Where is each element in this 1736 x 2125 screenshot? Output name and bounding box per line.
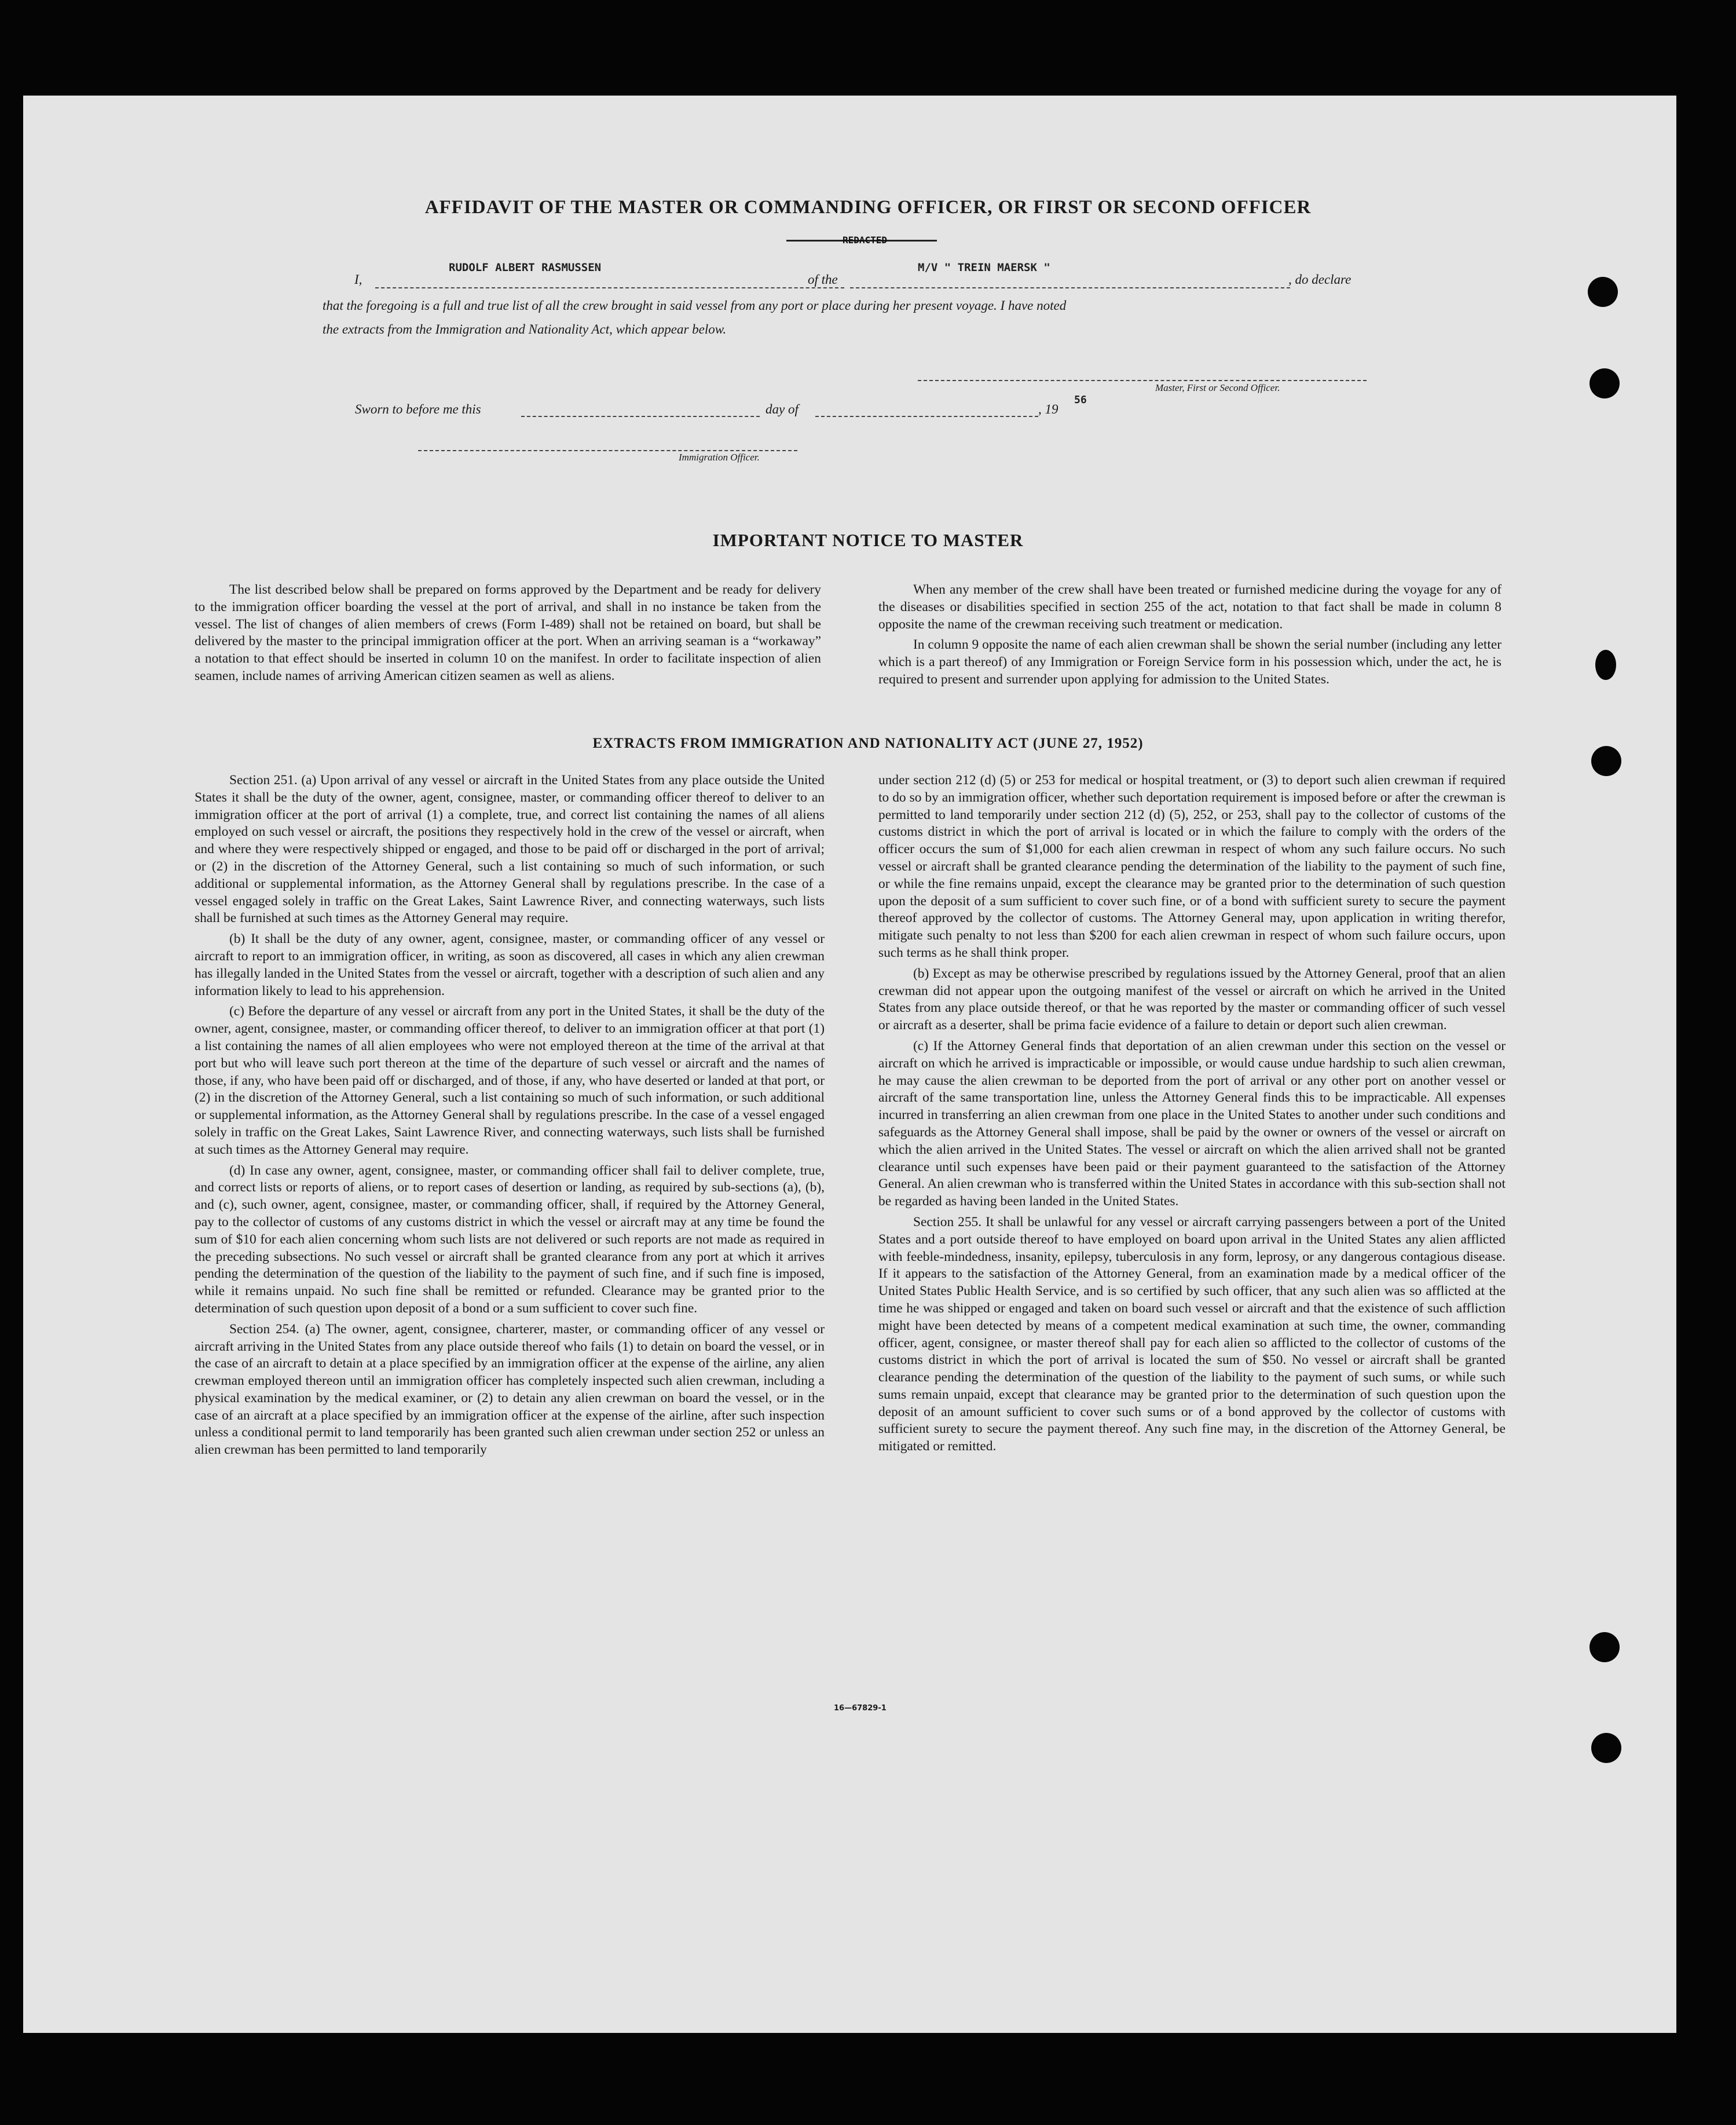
- affidavit-line-2: that the foregoing is a full and true list of all the crew brought in said vessel from any port or place during her present voyage. I have noted: [323, 298, 1067, 313]
- act-paragraph: Section 254. (a) The owner, agent, consignee, charterer, master, or commanding officer of any vessel or aircraft arriving in the United States from any place outside thereof who fails (1) to detain on board the vessel, or in the case of an aircraft to detain at a place specified by an immigration officer at the expense of the airline, any alien crewman employed thereon until an immigration officer has completely inspected such alien crewman, including a physical examination by the medical examiner, or (2) to detain any alien crewman on board the vessel, or in the case of an aircraft at a place specified by an immigration officer at the expense of the airline, after such inspection unless a conditional permit to land temporarily has been granted such alien crewman under section 252 or unless an alien crewman has been permitted to land temporarily: [195, 1321, 825, 1458]
- extracts-left-column: [195, 772, 825, 1459]
- notice-left-column: [195, 581, 821, 685]
- notice-right-paragraph: When any member of the crew shall have been treated or furnished medicine during the voyage for any of the diseases or disabilities specified in section 255 of the act, notation to that fact shall be made in column 8 opposite the name of the crewman receiving such treatment or medication.: [878, 582, 1501, 632]
- master-label: Master, First or Second Officer.: [1155, 382, 1280, 393]
- vessel-name: M/V " TREIN MAERSK ": [918, 261, 1050, 274]
- notice-right-paragraph: In column 9 opposite the name of each alien crewman shall be shown the serial number (including any letter which is a part thereof) of any Immigration or Foreign Service form in his possession which, under the act, he is required to present and surrender upon applying for admission to the United States.: [878, 637, 1501, 687]
- act-paragraph: (c) If the Attorney General finds that deportation of an alien crewman under this section on the vessel or aircraft on which he arrived is impracticable or impossible, or would cause undue hardship to such alien crewman, he may cause the alien crewman to be deported from the port of arrival or any other port on another vessel or aircraft of the same transportation line, unless the Attorney General finds this to be impracticable. All expenses incurred in transferring an alien crewman from one place in the United States to another under such conditions and safeguards as the Attorney General shall impose, shall be paid by the owner or owners of the vessel or aircraft on which the alien arrived in the United States. The vessel or aircraft on which the alien arrived shall not be granted clearance until such expenses have been paid or their payment guaranteed to the satisfaction of the Attorney General. An alien crewman who is transferred within the United States in accordance with this sub-section shall not be regarded as having been landed in the United States.: [878, 1038, 1506, 1209]
- notice-title: IMPORTANT NOTICE TO MASTER: [712, 530, 1024, 550]
- vessel-stamp-overprint: REDACTED: [843, 235, 888, 246]
- form-number: 16—67829-1: [834, 1704, 887, 1713]
- notice-left-paragraph: The list described below shall be prepared on forms approved by the Department and be ready for delivery to the immigration officer boarding the vessel at the port of arrival, and shall in no instance be taken from the vessel. The list of changes of alien members of crews (Form I-489) shall not be retained on board, but shall be delivered by the master to the principal immigration officer at the port. When an arriving seaman is a “workaway” a notation to that effect should be inserted in column 10 on the manifest. In order to facilitate inspection of alien seamen, include names of arriving American citizen seamen as well as aliens.: [195, 582, 821, 683]
- year-label: , 19: [1038, 402, 1059, 416]
- affidavit-title: AFFIDAVIT OF THE MASTER OR COMMANDING OFFICER, OR FIRST OR SECOND OFFICER: [424, 197, 1312, 218]
- affidavit-of-the: of the: [808, 272, 838, 287]
- immigration-officer-label: Immigration Officer.: [679, 452, 760, 463]
- extracts-title: EXTRACTS FROM IMMIGRATION AND NATIONALITY ACT (JUNE 27, 1952): [592, 736, 1144, 751]
- dotted-rule: [815, 416, 1038, 417]
- dotted-rule: [850, 287, 1290, 288]
- notice-right-column: [878, 581, 1501, 689]
- master-signature-line: [918, 380, 1367, 381]
- affidavit-do-declare: , do declare: [1288, 272, 1352, 287]
- act-paragraph: Section 255. It shall be unlawful for any vessel or aircraft carrying passengers between a port of the United States and a port outside thereof to have employed on board upon arrival in the United States any alien afflicted with feeble-mindedness, insanity, epilepsy, tuberculosis in any form, leprosy, or any dangerous contagious disease. If it appears to the satisfaction of the Attorney General, from an examination made by a medical officer of the United States Public Health Service, and is so certified by such officer, that any such alien was so afflicted at the time he was shipped or engaged and taken on board such vessel or aircraft and that the existence of such affliction might have been detected by means of a competent medical examination at such time, the owner, commanding officer, agent, consignee, or master thereof shall pay for each alien so afflicted to the collector of customs of the customs district in which the port of arrival is located the sum of $50. No vessel or aircraft shall be granted clearance pending the determination of the question of the liability to the payment of such sums, or while such sums remain unpaid, except that clearance may be granted prior to the determination of such question upon the deposit of an amount sufficient to cover such sums or of a bond approved by the collector of customs with sufficient surety to secure the payment thereof. Any such fine may, in the discretion of the Attorney General, be mitigated or remitted.: [878, 1214, 1506, 1454]
- day-of-label: day of: [766, 402, 799, 416]
- dotted-rule: [375, 287, 844, 288]
- act-paragraph: Section 251. (a) Upon arrival of any vessel or aircraft in the United States from any place outside the United States it shall be the duty of the owner, agent, consignee, master, or commanding officer thereof to deliver to an immigration officer at the port of arrival (1) a complete, true, and correct list containing the names of all aliens employed on such vessel or aircraft, the positions they respectively hold in the crew of the vessel or aircraft, when and where they were respectively shipped or engaged, and those to be paid off or discharged in the port of arrival; or (2) in the discretion of the Attorney General, such a list containing so much of such information, or such additional or supplemental information, as the Attorney General shall by regulations prescribe. In the case of a vessel engaged solely in traffic on the Great Lakes, Saint Lawrence River, and connecting waterways, such lists shall be furnished at such times as the Attorney General may require.: [195, 773, 825, 926]
- punch-hole: [1591, 1733, 1621, 1763]
- punch-hole: [1589, 1632, 1620, 1662]
- year-stamp: 56: [1074, 394, 1087, 406]
- act-paragraph: (d) In case any owner, agent, consignee, master, or commanding officer shall fail to deliver complete, true, and correct lists or reports of aliens, or to report cases of desertion or landing, as required by sub-sections (a), (b), and (c), such owner, agent, consignee, master, or commanding officer, shall, if required by the Attorney General, pay to the collector of customs of any customs district in which the vessel or aircraft may at any time be found the sum of $10 for each alien concerning whom such lists are not delivered or such reports are not made as required in the preceding subsections. No such vessel or aircraft shall be granted clearance from any port at which it arrives pending the determination of the question of the liability to the payment of such fine, and if such fine is imposed, while it remains unpaid. No such fine shall be remitted or refunded. Clearance may be granted prior to the determination of such question upon deposit of a bond or a sum sufficient to cover such fine.: [195, 1162, 825, 1316]
- punch-hole: [1595, 650, 1616, 680]
- affidavit-i: I,: [354, 272, 362, 287]
- master-name: RUDOLF ALBERT RASMUSSEN: [449, 261, 602, 274]
- punch-hole: [1588, 277, 1618, 307]
- dotted-rule: [521, 416, 760, 417]
- extracts-right-column: [878, 772, 1506, 1455]
- act-paragraph: (b) Except as may be otherwise prescribed by regulations issued by the Attorney General, proof that an alien crewman did not appear upon the outgoing manifest of the vessel or aircraft on which he arrived in the United States from any place outside thereof, or that he was reported by the master or commanding officer of such vessel or aircraft as a deserter, shall be prima facie evidence of a failure to detain or deport such alien crewman.: [878, 965, 1506, 1033]
- act-paragraph: under section 212 (d) (5) or 253 for medical or hospital treatment, or (3) to deport such alien crewman if required to do so by an immigration officer, whether such deportation requirement is imposed before or after the crewman is permitted to land temporarily under section 212 (d) (5), 252, or 253, shall pay to the collector of customs of the customs district in which the port of arrival is located or in which the failure to comply with the orders of the officer occurs the sum of $1,000 for each alien crewman in respect of whom any such failure occurs. No such vessel or aircraft shall be granted clearance pending the determination of the liability to the payment of such fine, or while the fine remains unpaid, except the clearance may be granted prior to the determination of such question upon the deposit of a sum sufficient to cover such fine, or of a bond with sufficient surety to secure the payment thereof approved by the collector of customs. The Attorney General may, upon application in writing therefor, mitigate such penalty to not less than $200 for each alien crewman in respect of whom such failure occurs, upon such terms as he shall think proper.: [878, 773, 1506, 960]
- punch-hole: [1589, 368, 1620, 398]
- act-paragraph: (b) It shall be the duty of any owner, agent, consignee, master, or commanding officer of any vessel or aircraft to report to an immigration officer, in writing, as soon as discovered, all cases in which any alien crewman has illegally landed in the United States from the vessel or aircraft, together with a description of such alien and any information likely to lead to his apprehension.: [195, 931, 825, 999]
- affidavit-line-3: the extracts from the Immigration and Nationality Act, which appear below.: [323, 322, 727, 337]
- sworn-label: Sworn to before me this: [355, 402, 481, 416]
- immigration-officer-line: [418, 450, 797, 451]
- act-paragraph: (c) Before the departure of any vessel or aircraft from any port in the United States, it shall be the duty of the owner, agent, consignee, master, or commanding officer thereof, to deliver to an immigration officer at that port (1) a list containing the names of all alien employees who were not employed thereon at the time of the arrival at that port but who will leave such port thereon at the time of the departure of such vessel or aircraft and the names of those, if any, who have been paid off or discharged, and of those, if any, who have deserted or landed at that port, or (2) in the discretion of the Attorney General, such a list containing so much of such information, or such additional or supplemental information, as the Attorney General shall by regulations prescribe. In the case of a vessel engaged solely in traffic on the Great Lakes, Saint Lawrence River, and connecting waterways, such lists shall be furnished at such times as the Attorney General may require.: [195, 1004, 825, 1157]
